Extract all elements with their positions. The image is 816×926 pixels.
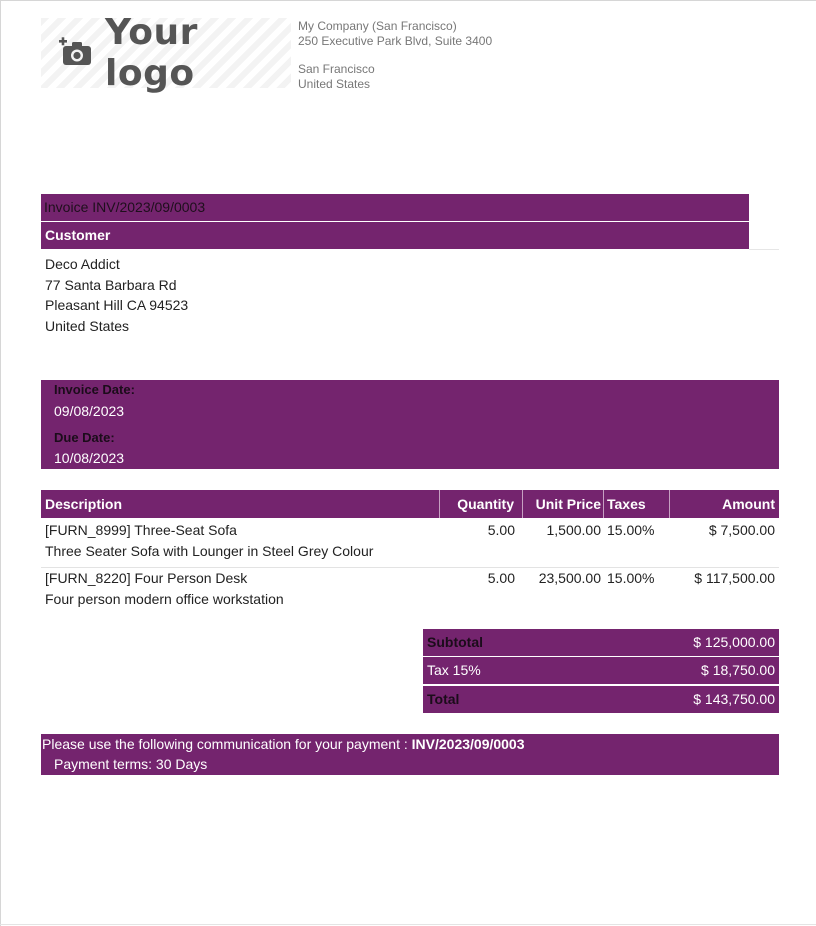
line-quantity: 5.00 (487, 570, 515, 586)
tax-value: $ 18,750.00 (701, 662, 775, 678)
customer-country: United States (45, 317, 130, 334)
col-amount: Amount (722, 496, 775, 512)
heading-rule (749, 249, 779, 250)
company-address (298, 19, 492, 91)
col-separator (603, 490, 604, 518)
line-unit-price: 23,500.00 (538, 570, 601, 586)
line-amount: $ 117,500.00 (694, 570, 775, 586)
invoice-date-label: Invoice Date: (54, 382, 135, 397)
line-amount: $ 7,500.00 (708, 522, 775, 538)
tax-row (423, 657, 779, 684)
col-separator (669, 490, 670, 518)
company-logo[interactable] (41, 12, 291, 94)
customer-address (45, 254, 188, 336)
invoice-line (41, 522, 779, 566)
col-separator (522, 490, 523, 518)
line-taxes: 15.00% (607, 522, 655, 538)
lines-table-header (41, 490, 779, 518)
customer-street: 77 Santa Barbara Rd (45, 276, 177, 293)
company-street: 250 Executive Park Blvd, Suite 3400 (298, 33, 493, 48)
line-detail: Three Seater Sofa with Lounger in Steel Grey Colour (45, 543, 374, 559)
due-date-label: Due Date: (54, 430, 115, 445)
company-name: My Company (San Francisco) (298, 19, 457, 33)
payment-communication (41, 734, 779, 775)
customer-heading: Customer (41, 222, 749, 249)
page-edge-bottom (0, 924, 816, 925)
subtotal-row (423, 629, 779, 656)
company-address-gap (298, 48, 492, 62)
payment-terms: Payment terms: 30 Days (54, 756, 208, 772)
invoice-title: Invoice INV/2023/09/0003 (41, 194, 749, 221)
line-detail: Four person modern office workstation (45, 591, 284, 607)
line-unit-price: 1,500.00 (546, 522, 601, 538)
total-value: $ 143,750.00 (693, 691, 775, 707)
company-city: San Francisco (298, 62, 375, 76)
page-edge-top (0, 0, 816, 1)
line-taxes: 15.00% (607, 570, 655, 586)
company-country: United States (298, 76, 371, 91)
logo-text: Your logo (105, 12, 198, 94)
col-description: Description (45, 496, 123, 512)
invoice-date-value: 09/08/2023 (54, 403, 125, 419)
customer-city: Pleasant Hill CA 94523 (45, 297, 189, 313)
col-taxes: Taxes (607, 496, 646, 512)
line-quantity: 5.00 (487, 522, 515, 538)
col-separator (439, 490, 440, 518)
payment-reference: INV/2023/09/0003 (411, 736, 525, 752)
invoice-dates-panel (41, 380, 779, 469)
line-product: [FURN_8999] Three-Seat Sofa (45, 522, 237, 538)
col-quantity: Quantity (457, 496, 514, 512)
communication-text: Please use the following communication for your payment : (42, 736, 412, 752)
tax-label: Tax 15% (427, 662, 481, 678)
col-unit-price: Unit Price (535, 496, 601, 512)
due-date-value: 10/08/2023 (54, 450, 125, 466)
camera-plus-icon (59, 37, 95, 69)
total-row (423, 686, 779, 713)
communication-line (42, 736, 525, 752)
invoice-line (41, 570, 779, 614)
line-product: [FURN_8220] Four Person Desk (45, 570, 248, 586)
subtotal-label: Subtotal (427, 634, 483, 650)
line-separator (41, 567, 779, 568)
page-edge-left (0, 0, 1, 926)
customer-name: Deco Addict (45, 256, 120, 272)
subtotal-value: $ 125,000.00 (693, 634, 775, 650)
total-label: Total (427, 691, 460, 707)
